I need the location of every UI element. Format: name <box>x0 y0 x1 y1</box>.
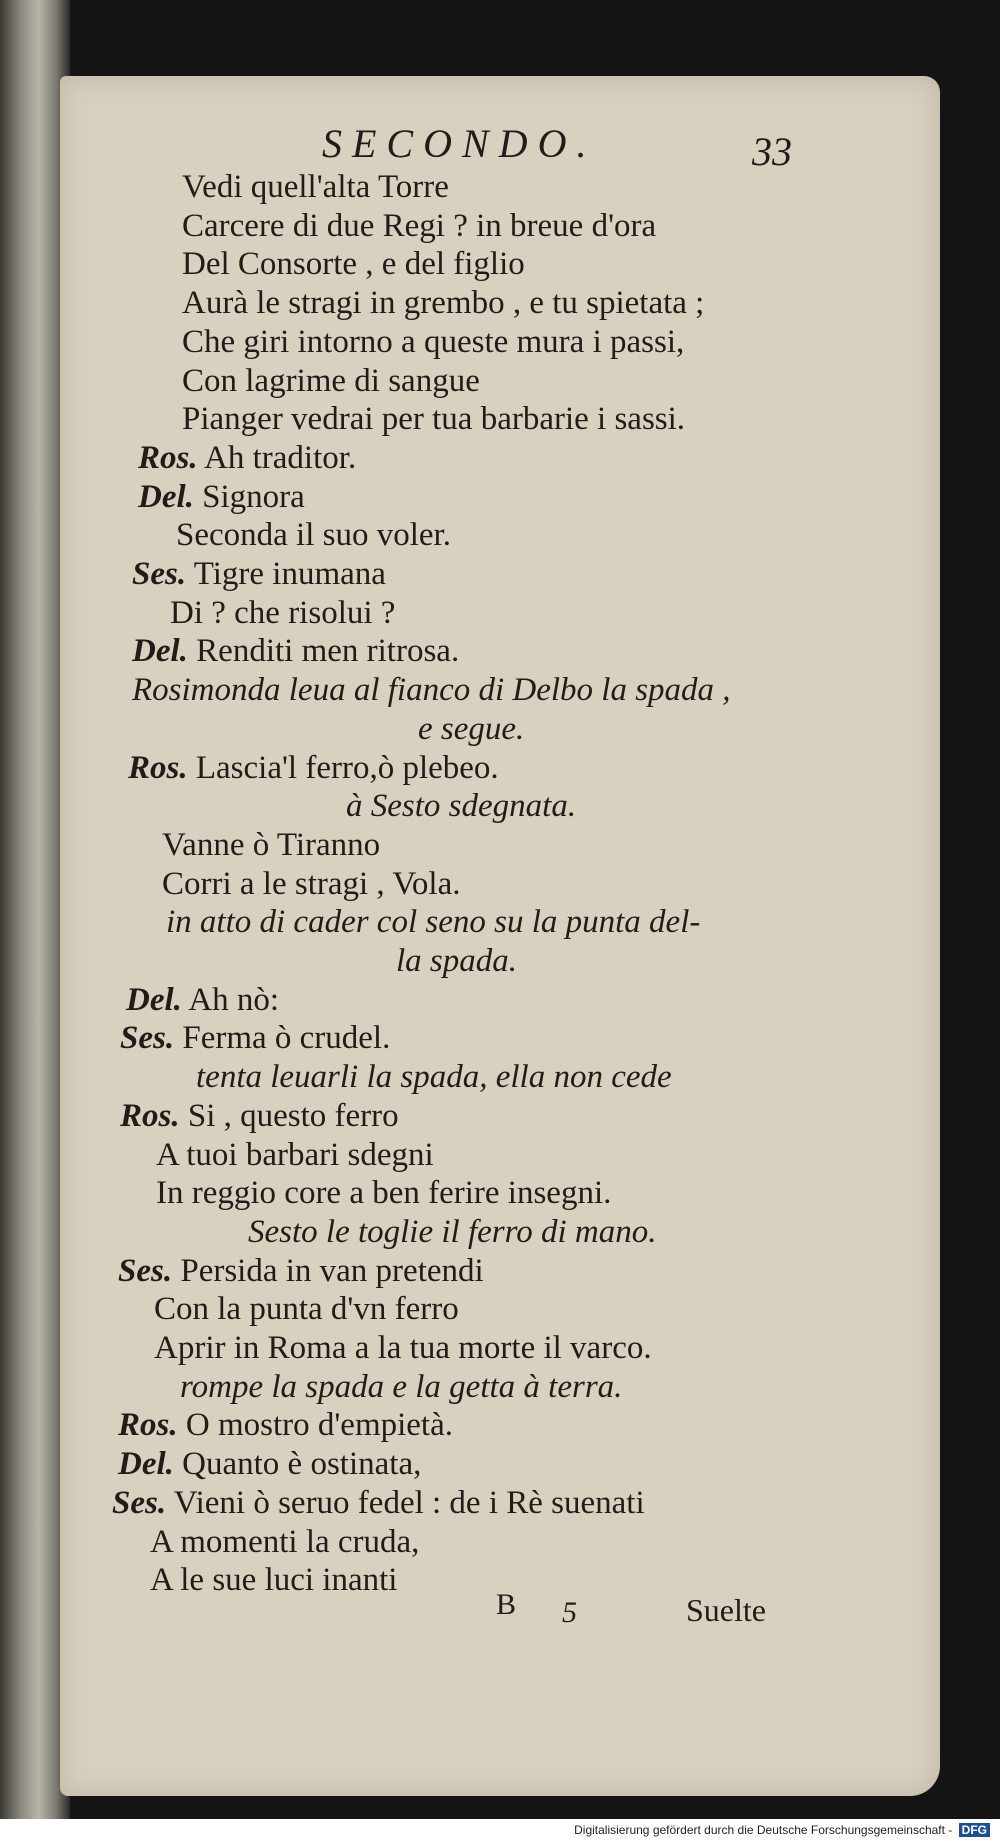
digitization-credit <box>574 1823 990 1837</box>
speaker-label: Del. <box>138 478 194 515</box>
verse-line <box>154 1329 652 1367</box>
line-text: Del Consorte , e del figlio <box>182 246 525 283</box>
verse-line <box>150 1523 419 1561</box>
stage-direction-line <box>180 1368 622 1406</box>
dfg-logo: DFG <box>959 1823 990 1837</box>
speaker-label: Ros. <box>138 439 198 476</box>
line-text: Lascia'l ferro,ò plebeo. <box>195 749 499 786</box>
line-text: A momenti la cruda, <box>150 1523 420 1560</box>
verse-line <box>132 632 459 670</box>
line-text: Pianger vedrai per tua barbarie i sassi. <box>182 401 686 438</box>
verse-line <box>156 1174 611 1212</box>
line-text: Si , questo ferro <box>187 1097 399 1134</box>
speaker-label: Ses. <box>132 556 187 592</box>
line-text: Seconda il suo voler. <box>176 517 451 554</box>
line-text: la spada. <box>396 943 518 979</box>
verse-line <box>176 516 451 554</box>
line-text: Ferma ò crudel. <box>182 1020 391 1057</box>
verse-line <box>150 1561 397 1599</box>
verse-line <box>170 594 395 632</box>
verse-line <box>162 826 380 864</box>
verse-line <box>112 1484 645 1522</box>
verse-line <box>120 1019 390 1057</box>
line-text: Ah nò: <box>188 981 280 1018</box>
speaker-label: Del. <box>118 1446 174 1483</box>
speaker-label: Ros. <box>120 1097 180 1134</box>
speaker-label: Del. <box>126 981 182 1018</box>
stage-direction-line <box>166 903 700 941</box>
stage-direction-line <box>396 942 517 980</box>
stage-direction-line <box>248 1213 657 1251</box>
stage-direction-line <box>346 787 576 825</box>
speaker-label: Ses. <box>112 1484 167 1521</box>
verse-line <box>182 168 449 206</box>
line-text: Vanne ò Tiranno <box>162 826 381 863</box>
speaker-label: Ros. <box>118 1407 178 1444</box>
line-text: Quanto è ostinata, <box>182 1446 422 1483</box>
line-text: Vieni ò seruo fedel : de i Rè suenati <box>173 1484 645 1521</box>
stage-direction-line <box>418 710 524 748</box>
credit-text: Digitalisierung gefördert durch die Deutsche Forschungsgemeinschaft - <box>574 1823 953 1837</box>
verse-line <box>182 362 480 400</box>
line-text: in atto di cader col seno su la punta del- <box>166 904 701 941</box>
verse-line <box>182 207 656 245</box>
verse-line <box>118 1252 484 1290</box>
line-text: Renditi men ritrosa. <box>196 633 460 670</box>
line-text: O mostro d'empietà. <box>185 1407 454 1444</box>
line-text: Con lagrime di sangue <box>182 362 480 399</box>
speaker-label: Ses. <box>120 1020 175 1057</box>
stage-direction-line <box>196 1058 672 1096</box>
line-text: Con la punta d'vn ferro <box>154 1291 459 1328</box>
line-text: Che giri intorno a queste mura i passi, <box>182 323 685 360</box>
verse-line <box>182 400 685 438</box>
line-text: e segue. <box>418 710 525 747</box>
verse-line <box>182 245 525 283</box>
verse-line <box>132 555 386 593</box>
verse-line <box>126 981 279 1019</box>
line-text: Di ? che risolui ? <box>170 594 396 631</box>
line-text: A tuoi barbari sdegni <box>156 1136 434 1173</box>
line-text: Aurà le stragi in grembo , e tu spietata ; <box>182 285 705 322</box>
verse-line <box>182 284 704 322</box>
line-text: tenta leuarli la spada, ella non cede <box>196 1059 672 1096</box>
signature-mark: B <box>496 1588 517 1621</box>
speaker-label: Ros. <box>128 749 188 786</box>
line-text: Vedi quell'alta Torre <box>182 169 449 205</box>
stage-direction-line <box>132 671 731 709</box>
running-header: SECONDO. <box>322 121 597 166</box>
speaker-label: Ses. <box>118 1252 173 1289</box>
line-text: Persida in van pretendi <box>180 1252 484 1289</box>
line-text: A le sue luci inanti <box>150 1562 398 1599</box>
verse-line <box>182 323 684 361</box>
verse-line <box>120 1097 399 1135</box>
verse-line <box>154 1290 459 1328</box>
line-text: Corri a le stragi , Vola. <box>162 865 461 902</box>
line-text: Ah traditor. <box>204 439 357 476</box>
line-text: Rosimonda leua al fianco di Delbo la spada , <box>132 672 731 709</box>
line-text: à Sesto sdegnata. <box>346 788 577 825</box>
line-text: rompe la spada e la getta à terra. <box>180 1368 623 1405</box>
verse-line <box>162 865 460 903</box>
line-text: Sesto le toglie il ferro di mano. <box>248 1213 657 1250</box>
speaker-label: Del. <box>132 633 188 670</box>
catchword: Suelte <box>686 1592 766 1628</box>
line-text: Aprir in Roma a la tua morte il varco. <box>154 1330 652 1366</box>
line-text: In reggio core a ben ferire insegni. <box>156 1175 612 1212</box>
verse-line <box>118 1445 421 1483</box>
line-text: Signora <box>202 478 305 515</box>
verse-line <box>128 749 499 787</box>
verse-line <box>118 1406 453 1444</box>
verse-line <box>138 478 305 516</box>
footer-bar <box>0 1819 1000 1841</box>
signature-number: 5 <box>562 1596 577 1629</box>
line-text: Tigre inumana <box>193 556 386 592</box>
verse-line <box>156 1136 434 1174</box>
verse-line <box>138 439 356 477</box>
line-text: Carcere di due Regi ? in breue d'ora <box>182 207 657 244</box>
page-number: 33 <box>752 129 792 174</box>
